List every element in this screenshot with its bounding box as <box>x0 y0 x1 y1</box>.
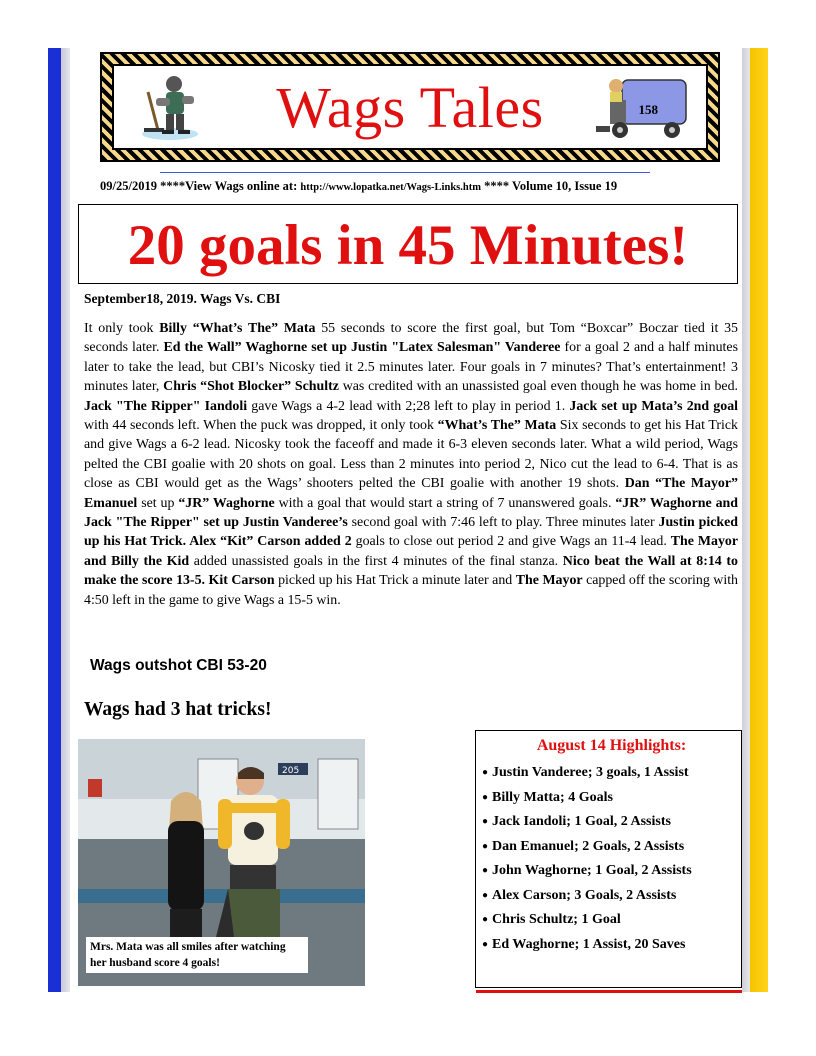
issue-prefix: ****View Wags online at: <box>156 179 301 193</box>
masthead-inner <box>112 64 708 150</box>
list-item: ● Justin Vanderee; 3 goals, 1 Assist <box>482 761 741 786</box>
bottom-rule <box>476 990 742 993</box>
bullet-icon: ● <box>482 889 489 901</box>
list-item: ● Chris Schultz; 1 Goal <box>482 908 741 933</box>
highlights-title: August 14 Highlights: <box>536 737 687 754</box>
list-item: ● Alex Carson; 3 Goals, 2 Assists <box>482 884 741 909</box>
bullet-icon: ● <box>482 816 489 827</box>
team-photo <box>78 739 365 986</box>
shots-summary: Wags outshot CBI 53-20 <box>90 657 267 674</box>
headline: 20 goals in 45 Minutes! <box>127 214 689 277</box>
game-recap-article: It only took Billy “What’s The” Mata 55 seconds to score the first goal, but Tom “Boxcar” Boczar tied it 35 seconds later. Ed the Wall” Waghorne set up Justin "Latex Salesman" Vanderee for a goal 2 and a half minutes later to take the lead, but CBI’s Nicosky tied it 2.5 minutes later. Four goals in 7 minutes? That’s entertainment! 3 minutes later, Chris “Shot Blocker” Schultz was credited with an unassisted goal even though he was home in bed. Jack "The Ripper" Iandoli gave Wags a 4-2 lead with 2;28 left to play in period 1. Jack set up Mata’s 2nd goal with 44 seconds left. When the puck was dropped, it only took “What’s The” Mata Six seconds to get his Hat Trick and give Wags a 6-2 lead. Nicosky took the faceoff and made it 6-3 eleven seconds later. What a wild period, Wags pelted the CBI goalie with 20 shots on goal. Less than 2 minutes into period 2, Nico cut the lead to 6-4. That is as close as CBI would get as the Wags’ shooters pelted the CBI goalie with another 19 shots. Dan “The Mayor” Emanuel set up “JR” Waghorne with a goal that would start a string of 7 unanswered goals. “JR” Waghorne and Jack "The Ripper" set up Justin Vanderee’s second goal with 7:46 left to play. Three minutes later Justin picked up his Hat Trick. Alex “Kit” Carson added 2 goals to close out period 2 and give Wags an 11-4 lead. The Mayor and Billy the Kid added unassisted goals in the first 4 minutes of the final stanza. Nico beat the Wall at 8:14 to make the score 13-5. Kit Carson picked up his Hat Trick a minute later and The Mayor capped off the scoring with 4:50 left in the game to give Wags a 15-5 win. <box>84 321 739 608</box>
headline-box <box>78 204 738 284</box>
bullet-icon: ● <box>482 791 489 803</box>
bullet-icon: ● <box>482 938 489 950</box>
bullet-icon: ● <box>482 914 489 925</box>
bullet-icon: ● <box>482 840 489 852</box>
highlights-list <box>482 761 741 957</box>
left-border <box>48 48 70 992</box>
masthead-banner <box>100 52 720 162</box>
bullet-icon: ● <box>482 767 489 778</box>
bullet-icon: ● <box>482 865 489 876</box>
hat-tricks-summary: Wags had 3 hat tricks! <box>84 699 272 720</box>
dateline: September18, 2019. Wags Vs. CBI <box>84 291 281 306</box>
issue-date: 09/25/2019 <box>100 179 157 193</box>
photo-caption: Mrs. Mata was all smiles after watching her husband score 4 goals! <box>86 937 308 973</box>
list-item: ● John Waghorne; 1 Goal, 2 Assists <box>482 859 741 884</box>
list-item: ● Billy Matta; 4 Goals <box>482 786 741 811</box>
website-link[interactable]: http://www.lopatka.net/Wags-Links.htm <box>300 182 481 193</box>
newsletter-title: Wags Tales <box>276 75 544 140</box>
header-rule <box>160 172 650 173</box>
rink-sign: 205 <box>282 766 300 776</box>
list-item: ● Jack Iandoli; 1 Goal, 2 Assists <box>482 810 741 835</box>
right-border <box>742 48 768 992</box>
highlights-box <box>475 730 742 988</box>
list-item: ● Ed Waghorne; 1 Assist, 20 Saves <box>482 933 741 958</box>
issue-line <box>100 179 730 194</box>
volume-issue: **** Volume 10, Issue 19 <box>480 179 618 193</box>
zamboni-number: 158 <box>638 102 658 117</box>
list-item: ● Dan Emanuel; 2 Goals, 2 Assists <box>482 835 741 860</box>
